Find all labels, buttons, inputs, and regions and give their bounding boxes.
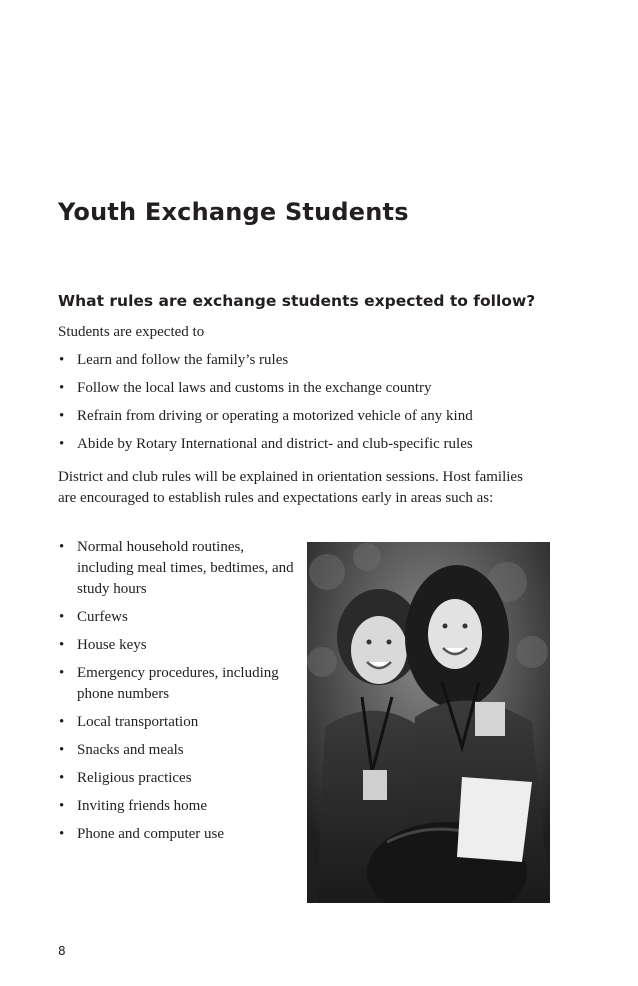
areas-list — [58, 537, 298, 852]
list-item: • Follow the local laws and customs in the exchange country — [58, 378, 578, 399]
list-item: • Local transportation — [58, 712, 298, 733]
students-photo — [307, 542, 550, 903]
list-item: • Refrain from driving or operating a motorized vehicle of any kind — [58, 406, 578, 427]
page-number: 8 — [58, 944, 66, 958]
rules-list — [58, 350, 578, 462]
list-item: • Curfews — [58, 607, 298, 628]
section-question: What rules are exchange students expected to follow? — [58, 292, 536, 310]
list-item: • Learn and follow the family’s rules — [58, 350, 578, 371]
body-paragraph: District and club rules will be explained in orientation sessions. Host families are encouraged to establish rules and expectations early in areas such as: — [58, 469, 523, 506]
intro-text: Students are expected to — [58, 324, 205, 340]
page-title: Youth Exchange Students — [58, 198, 409, 226]
list-item: • Phone and computer use — [58, 824, 298, 845]
list-item: • Abide by Rotary International and district- and club-specific rules — [58, 434, 578, 455]
list-item: • Normal household routines, including meal times, bedtimes, and study hours — [58, 537, 298, 600]
list-item: • Inviting friends home — [58, 796, 298, 817]
list-item: • Snacks and meals — [58, 740, 298, 761]
list-item: • House keys — [58, 635, 298, 656]
list-item: • Emergency procedures, including phone numbers — [58, 663, 298, 705]
list-item: • Religious practices — [58, 768, 298, 789]
